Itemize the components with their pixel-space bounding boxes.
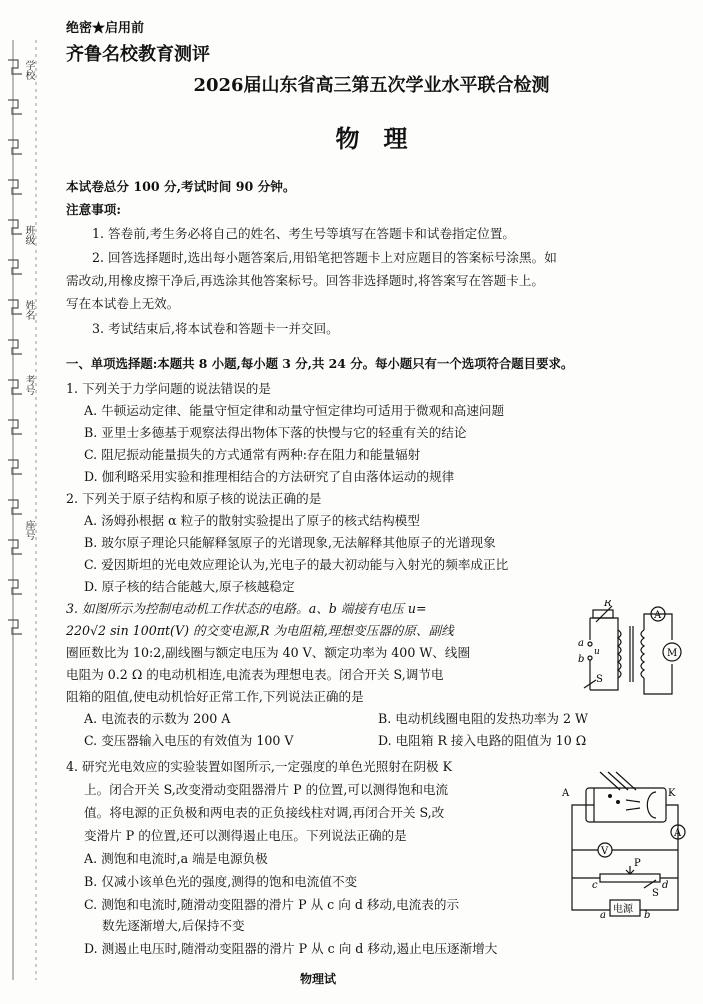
vacuum-tube	[586, 788, 666, 822]
q3-option-b: B. 电动机线圈电阻的发热功率为 2 W	[378, 711, 588, 726]
q3-line-1: 3. 如图所示为控制电动机工作状态的电路。a、b 端接有电压 u=	[66, 601, 427, 616]
note-1: 1. 答卷前,考生务必将自己的姓名、考生号等填写在答题卡和试卷指定位置。	[92, 226, 516, 241]
q3-circuit-diagram	[560, 600, 690, 700]
q3-option-a: A. 电流表的示数为 200 A	[84, 711, 231, 726]
q2-option-c: C. 爱因斯坦的光电效应理论认为,光电子的最大初动能与入射光的频率成正比	[84, 557, 509, 572]
q4-line-4: 变滑片 P 的位置,还可以测得遏止电压。下列说法正确的是	[84, 828, 407, 843]
q4-option-b: B. 仅减小该单色光的强度,测得的饱和电流值不变	[84, 874, 358, 889]
q2-stem: 2. 下列关于原子结构和原子核的说法正确的是	[66, 491, 322, 506]
q1-option-a: A. 牛顿运动定律、能量守恒定律和动量守恒定律均可适用于微观和高速问题	[84, 403, 505, 418]
notice-title: 注意事项:	[66, 202, 122, 217]
fig4-label-b: b	[644, 910, 651, 920]
q1-option-b: B. 亚里士多德基于观察法得出物体下落的快慢与它的轻重有关的结论	[84, 425, 467, 440]
note-2-line-1: 2. 回答选择题时,选出每小题答案后,用铅笔把答题卡上对应题目的答案标号涂黑。如	[92, 250, 557, 265]
fig4-label-k: K	[668, 788, 676, 799]
org-name: 齐鲁名校教育测评	[66, 44, 210, 65]
fig3-label-a: a	[578, 638, 584, 649]
fig3-label-b: b	[578, 654, 585, 665]
q2-option-b: B. 玻尔原子理论只能解释氢原子的光谱现象,无法解释其他原子的光谱现象	[84, 535, 496, 550]
subject-title: 物 理	[335, 124, 408, 153]
fig4-label-d: d	[662, 880, 669, 891]
q4-line-2: 上。闭合开关 S,改变滑动变阻器滑片 P 的位置,可以测得饱和电流	[84, 782, 449, 797]
fig3-label-u: u	[594, 647, 600, 657]
q3-option-c: C. 变压器输入电压的有效值为 100 V	[84, 733, 294, 748]
q1-option-c: C. 阻尼振动能量损失的方式通常有两种:存在阻力和能量辐射	[84, 447, 421, 462]
fig3-label-ammeter: A	[654, 610, 662, 621]
fig4-label-v: V	[601, 846, 609, 857]
fig4-label-anode: A	[562, 788, 570, 799]
q3-line-2: 220√2 sin 100πt(V) 的交变电源,R 为电阻箱,理想变压器的原、副线	[66, 623, 454, 638]
strip-label-seat: 座号	[23, 520, 34, 540]
exam-title: 2026届山东省高三第五次学业水平联合检测	[193, 75, 550, 96]
strip-label-name: 姓名	[23, 300, 34, 320]
fig4-label-source: 电源	[613, 904, 633, 915]
secret-mark: 绝密★启用前	[66, 21, 145, 36]
section-1-title: 一、单项选择题:本题共 8 小题,每小题 3 分,共 24 分。每小题只有一个选项符合题目要求。	[66, 356, 574, 371]
fig4-label-p: P	[634, 858, 641, 869]
strip-label-class: 班级	[23, 225, 34, 245]
q1-stem: 1. 下列关于力学问题的说法错误的是	[66, 381, 271, 396]
note-2-line-3: 写在本试卷上无效。	[66, 296, 180, 311]
q3-line-5: 阻箱的阻值,使电动机恰好正常工作,下列说法正确的是	[66, 689, 364, 704]
fig4-label-c: c	[592, 880, 598, 891]
note-3: 3. 考试结束后,将本试卷和答题卡一并交回。	[92, 321, 339, 336]
q4-option-a: A. 测饱和电流时,a 端是电源负极	[84, 851, 268, 866]
q4-photoelectric-diagram	[560, 770, 692, 920]
q4-line-1: 4. 研究光电效应的实验装置如图所示,一定强度的单色光照射在阴极 K	[66, 759, 453, 774]
resistor-box-r	[593, 610, 613, 618]
fig4-label-ammeter: A	[674, 828, 682, 839]
q3-line-3: 圈匝数比为 10:2,副线圈与额定电压为 40 V、额定功率为 400 W、线圈	[66, 645, 471, 660]
note-2-line-2: 需改动,用橡皮擦干净后,再选涂其他答案标号。回答非选择题时,将答案写在答题卡上。	[66, 273, 544, 288]
q3-line-4: 电阻为 0.2 Ω 的电动机相连,电流表为理想电表。闭合开关 S,调节电	[66, 667, 444, 682]
fig3-label-s: S	[596, 674, 603, 685]
footer-label: 物理试	[300, 972, 337, 986]
q4-option-d: D. 测遏止电压时,随滑动变阻器的滑片 P 从 c 向 d 移动,遏止电压逐渐增大	[84, 941, 498, 956]
q2-option-a: A. 汤姆孙根据 α 粒子的散射实验提出了原子的核式结构模型	[84, 513, 420, 528]
q4-option-c-line-2: 数先逐渐增大,后保持不变	[102, 918, 245, 933]
q4-line-3: 值。将电源的正负极和两电表的正负接线柱对调,再闭合开关 S,改	[84, 805, 445, 820]
q3-option-d: D. 电阻箱 R 接入电路的阻值为 10 Ω	[378, 733, 587, 748]
fig3-label-motor: M	[667, 648, 678, 659]
q4-option-c-line-1: C. 测饱和电流时,随滑动变阻器的滑片 P 从 c 向 d 移动,电流表的示	[84, 897, 460, 912]
fig4-label-a: a	[600, 910, 606, 920]
strip-label-school: 学校	[23, 60, 34, 80]
q1-option-d: D. 伽利略采用实验和推理相结合的方法研究了自由落体运动的规律	[84, 469, 455, 484]
fig3-label-r: R	[604, 600, 612, 609]
q2-option-d: D. 原子核的结合能越大,原子核越稳定	[84, 579, 295, 594]
total-score: 本试卷总分 100 分,考试时间 90 分钟。	[66, 179, 296, 194]
fig4-label-s: S	[652, 888, 659, 899]
rheostat	[600, 874, 660, 882]
strip-label-examno: 考号	[23, 375, 34, 395]
